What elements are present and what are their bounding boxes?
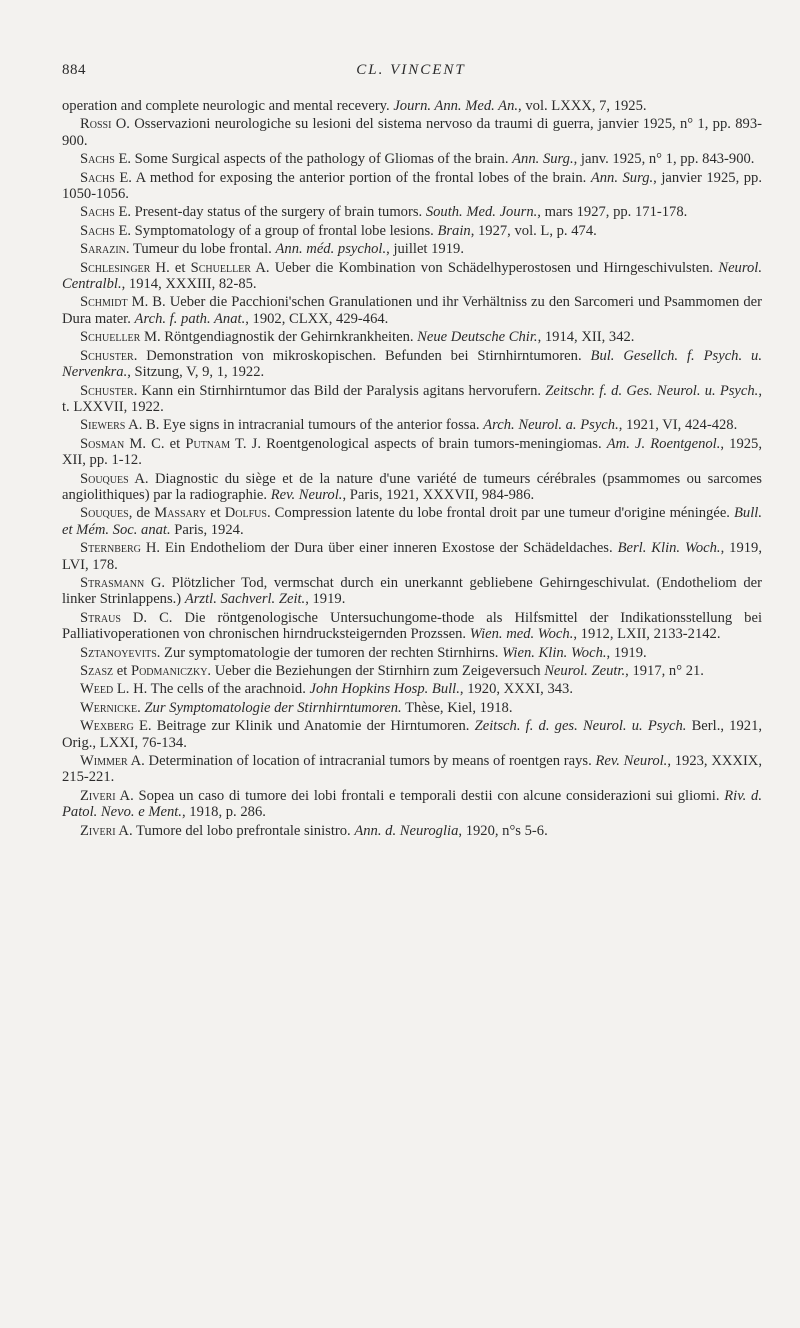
reference-text: .: [137, 699, 145, 716]
reference-author: Souques: [80, 470, 129, 487]
reference-text: , 1902, CLXX, 429-464.: [245, 310, 389, 327]
reference-entry: [62, 98, 762, 114]
reference-author: Sachs: [80, 151, 115, 168]
reference-entry: [62, 540, 762, 573]
reference-source: Riv. d. Patol. Nevo. e Ment.: [62, 787, 762, 821]
reference-text: , 1920, n°s 5-6.: [458, 822, 548, 839]
reference-text: . Kann ein Stirnhirntumor das Bild der Paralysis agitans hervorufern.: [133, 382, 546, 399]
reference-source: John Hopkins Hosp. Bull.: [309, 681, 460, 698]
reference-text: A. B. Eye signs in intracranial tumours of the anterior fossa.: [125, 417, 484, 434]
reference-entry: [62, 204, 762, 220]
reference-entry: [62, 610, 762, 643]
reference-source: Zeitschr. f. d. Ges. Neurol. u. Psych.: [545, 382, 759, 399]
reference-entry: [62, 436, 762, 469]
reference-author: Ziveri: [80, 822, 116, 839]
reference-entry: [62, 753, 762, 786]
reference-author: Sarazin: [80, 241, 126, 258]
reference-author: Strasmann: [80, 574, 145, 591]
reference-text: , 1919.: [606, 644, 647, 661]
running-head: CL. VINCENT: [356, 62, 466, 78]
reference-source: Journ. Ann. Med. An.: [393, 98, 519, 114]
reference-text: Paris, 1924.: [170, 521, 244, 538]
reference-source: Bull. et Mém. Soc. anat.: [62, 505, 762, 538]
reference-text: M. B. Ueber die Pacchioni'schen Granulationen und ihr Verhältniss zu den Sarcomeri und Psammomen der Dura mater.: [62, 294, 762, 327]
reference-source: Wien. Klin. Woch.: [502, 644, 607, 661]
reference-text: et: [206, 505, 225, 522]
reference-source: Arztl. Sachverl. Zeit.: [184, 591, 306, 608]
reference-text: A. Determination of location of intracranial tumors by means of roentgen rays.: [127, 753, 596, 770]
reference-text: M. Röntgendiagnostik der Gehirnkrankheiten.: [140, 329, 418, 346]
reference-source: Zeitsch. f. d. ges. Neurol. u. Psych.: [474, 718, 687, 735]
reference-entry: [62, 329, 762, 345]
reference-entry: [62, 151, 762, 167]
reference-text: , juillet 1919.: [386, 241, 464, 258]
reference-text: E. A method for exposing the anterior portion of the frontal lobes of the brain.: [114, 169, 591, 186]
reference-author: Rossi: [80, 116, 112, 133]
page-number: 884: [62, 62, 86, 78]
reference-text: D. C. Die röntgenologische Untersuchungome-thode als Hilfsmittel der Indikationsstellung bei Palliativoperationen von chronischen hirndrucksteigernden Prozssen.: [62, 609, 762, 643]
reference-source: South. Med. Journ.: [425, 204, 538, 221]
reference-text: , 1925, XII, pp. 1-12.: [62, 435, 763, 469]
reference-author: Sternberg: [80, 540, 141, 557]
reference-author: Schuster: [80, 382, 134, 399]
reference-author: Wernicke: [80, 699, 138, 716]
reference-text: , 1914, XII, 342.: [537, 329, 635, 346]
reference-text: , 1923, XXXIX, 215-221.: [62, 753, 762, 786]
reference-text: , 1919.: [305, 591, 346, 608]
reference-text: A. Sopea un caso di tumore dei lobi frontali e temporali destii con alcune considerazioni sui gliomi.: [115, 787, 725, 804]
reference-author: Schlesinger: [80, 259, 151, 276]
reference-text: . Compression latente du lobe frontal droit par une tumeur d'origine méningée.: [266, 505, 734, 522]
reference-text: , janv. 1925, n° 1, pp. 843-900.: [573, 151, 755, 168]
reference-entry: [62, 663, 762, 679]
reference-entry: [62, 681, 762, 697]
reference-text: L. H. The cells of the arachnoid.: [113, 681, 310, 698]
reference-author: Schmidt: [80, 294, 128, 311]
reference-entry: [62, 575, 762, 608]
reference-text: , 1919, LVI, 178.: [62, 540, 762, 573]
reference-entry: [62, 383, 762, 416]
reference-author: Siewers: [80, 417, 126, 434]
reference-author: Sosman: [80, 435, 125, 452]
reference-author: Schueller: [80, 329, 141, 346]
reference-text: , janvier 1925, pp. 1050-1056.: [62, 169, 762, 203]
reference-author: Wimmer: [80, 753, 128, 770]
reference-author: Wexberg: [80, 718, 134, 735]
reference-entry: [62, 241, 762, 257]
reference-text: , 1914, XXXIII, 82-85.: [121, 276, 257, 293]
page-header: [62, 62, 760, 86]
reference-text: H. et: [150, 259, 191, 276]
reference-text: A. Ueber die Kombination von Schädelhyperostosen und Hirngeschivulsten.: [250, 259, 719, 276]
reference-text: Thèse, Kiel, 1918.: [401, 699, 513, 716]
reference-entry: [62, 294, 762, 327]
reference-source: Am. J. Roentgenol.: [606, 435, 721, 452]
reference-text: O. Osservazioni neurologiche su lesioni del sistema nervoso da traumi di guerra, janvier 1925, n° 1, pp. 893-900.: [62, 116, 762, 149]
reference-text: , 1921, VI, 424-428.: [618, 417, 738, 434]
reference-text: . Tumeur du lobe frontal.: [125, 241, 276, 258]
reference-entry: [62, 471, 762, 504]
reference-entry: [62, 700, 762, 716]
reference-list: [62, 98, 762, 841]
reference-author: Weed: [80, 681, 114, 698]
reference-text: T. J. Roentgenological aspects of brain tumors-meningiomas.: [230, 435, 607, 452]
reference-author: Schuster: [80, 347, 134, 364]
reference-source: Ann. Surg.: [590, 169, 654, 186]
reference-source: Wien. med. Woch.: [469, 626, 574, 643]
reference-author: Schueller: [190, 259, 251, 276]
reference-text: , Paris, 1921, XXXVII, 984-986.: [342, 486, 535, 503]
reference-text: , 1918, p. 286.: [181, 804, 266, 821]
reference-text: E. Some Surgical aspects of the pathology of Gliomas of the brain.: [114, 151, 513, 168]
reference-author: Straus: [80, 609, 121, 626]
reference-text: H. Ein Endotheliom der Dura über einer inneren Exostose der Schädeldaches.: [140, 540, 618, 557]
reference-author: Sztanoyevits: [80, 644, 157, 661]
reference-source: Neurol. Zeutr.: [544, 663, 626, 679]
reference-entry: [62, 823, 762, 839]
reference-text: E. Symptomatology of a group of frontal lobe lesions.: [114, 222, 438, 239]
reference-text: A. Tumore del lobo prefrontale sinistro.: [115, 822, 355, 839]
reference-source: Brain: [437, 222, 471, 239]
reference-text: E. Beitrage zur Klinik und Anatomie der Hirntumoren.: [133, 718, 475, 735]
reference-author: Souques: [80, 505, 129, 522]
reference-source: Rev. Neurol.: [595, 753, 668, 770]
reference-author: Sachs: [80, 204, 115, 221]
reference-entry: [62, 417, 762, 433]
reference-text: , 1920, XXXI, 343.: [459, 681, 573, 698]
reference-author: Szasz: [80, 663, 114, 679]
reference-source: Zur Symptomatologie der Stirnhirntumoren.: [144, 699, 402, 716]
reference-author: Ziveri: [80, 787, 116, 804]
reference-source: Rev. Neurol.: [270, 486, 343, 503]
reference-author: Podmaniczky: [130, 663, 208, 679]
reference-source: Berl. Klin. Woch.: [617, 540, 721, 557]
reference-source: Ann. Surg.: [512, 151, 574, 168]
reference-author: Putnam: [185, 435, 231, 452]
reference-source: Neurol. Centralbl.: [62, 259, 762, 293]
reference-text: , de: [128, 505, 155, 522]
reference-text: , 1912, LXII, 2133-2142.: [573, 626, 721, 643]
reference-text: . Demonstration von mikroskopischen. Befunden bei Stirnhirntumoren.: [133, 347, 591, 364]
reference-source: Ann. méd. psychol.: [275, 241, 387, 258]
reference-text: A. Diagnostic du siège et de la nature d'une variété de tumeurs cérébrales (psammomes ou sarcomes angiolithiques) par la radiographie.: [62, 470, 762, 503]
reference-entry: [62, 348, 762, 381]
reference-text: , Sitzung, V, 9, 1, 1922.: [127, 364, 265, 381]
reference-entry: [62, 788, 762, 821]
reference-author: Dolfus: [224, 505, 267, 522]
reference-text: , 1927, vol. L, p. 474.: [470, 222, 597, 239]
reference-text: . Zur symptomatologie der tumoren der rechten Stirnhirns.: [156, 644, 503, 661]
reference-entry: [62, 645, 762, 661]
reference-text: G. Plötzlicher Tod, vermschat durch ein unerkannt gebliebene Gehirngeschivulat. (Endotheliom der linker Strinlappens.): [62, 574, 762, 608]
reference-text: . Ueber die Beziehungen der Stirnhirn zum Zeigeversuch: [207, 663, 545, 679]
reference-source: Neue Deutsche Chir.: [417, 329, 538, 346]
reference-author: Sachs: [80, 222, 115, 239]
reference-entry: [62, 260, 762, 293]
reference-entry: [62, 170, 762, 203]
reference-source: Ann. d. Neuroglia: [354, 822, 459, 839]
reference-text: , t. LXXVII, 1922.: [62, 382, 762, 415]
reference-text: operation and complete neurologic and mental recevery.: [62, 98, 394, 114]
reference-text: , 1917, n° 21.: [625, 663, 704, 679]
reference-text: , vol. LXXX, 7, 1925.: [518, 98, 647, 114]
reference-entry: [62, 223, 762, 239]
reference-text: Berl., 1921, Orig., LXXI, 76-134.: [62, 718, 763, 751]
reference-entry: [62, 718, 762, 751]
reference-author: Sachs: [80, 169, 115, 186]
reference-entry: [62, 505, 762, 538]
reference-source: Arch. Neurol. a. Psych.: [483, 417, 619, 434]
reference-text: , mars 1927, pp. 171-178.: [537, 204, 688, 221]
reference-entry: [62, 116, 762, 149]
reference-text: E. Present-day status of the surgery of brain tumors.: [114, 204, 426, 221]
reference-source: Bul. Gesellch. f. Psych. u. Nervenkra.: [62, 347, 762, 381]
reference-text: M. C. et: [124, 435, 186, 452]
reference-source: Arch. f. path. Anat.: [134, 310, 246, 327]
reference-author: Massary: [154, 505, 207, 522]
reference-text: et: [113, 663, 131, 679]
